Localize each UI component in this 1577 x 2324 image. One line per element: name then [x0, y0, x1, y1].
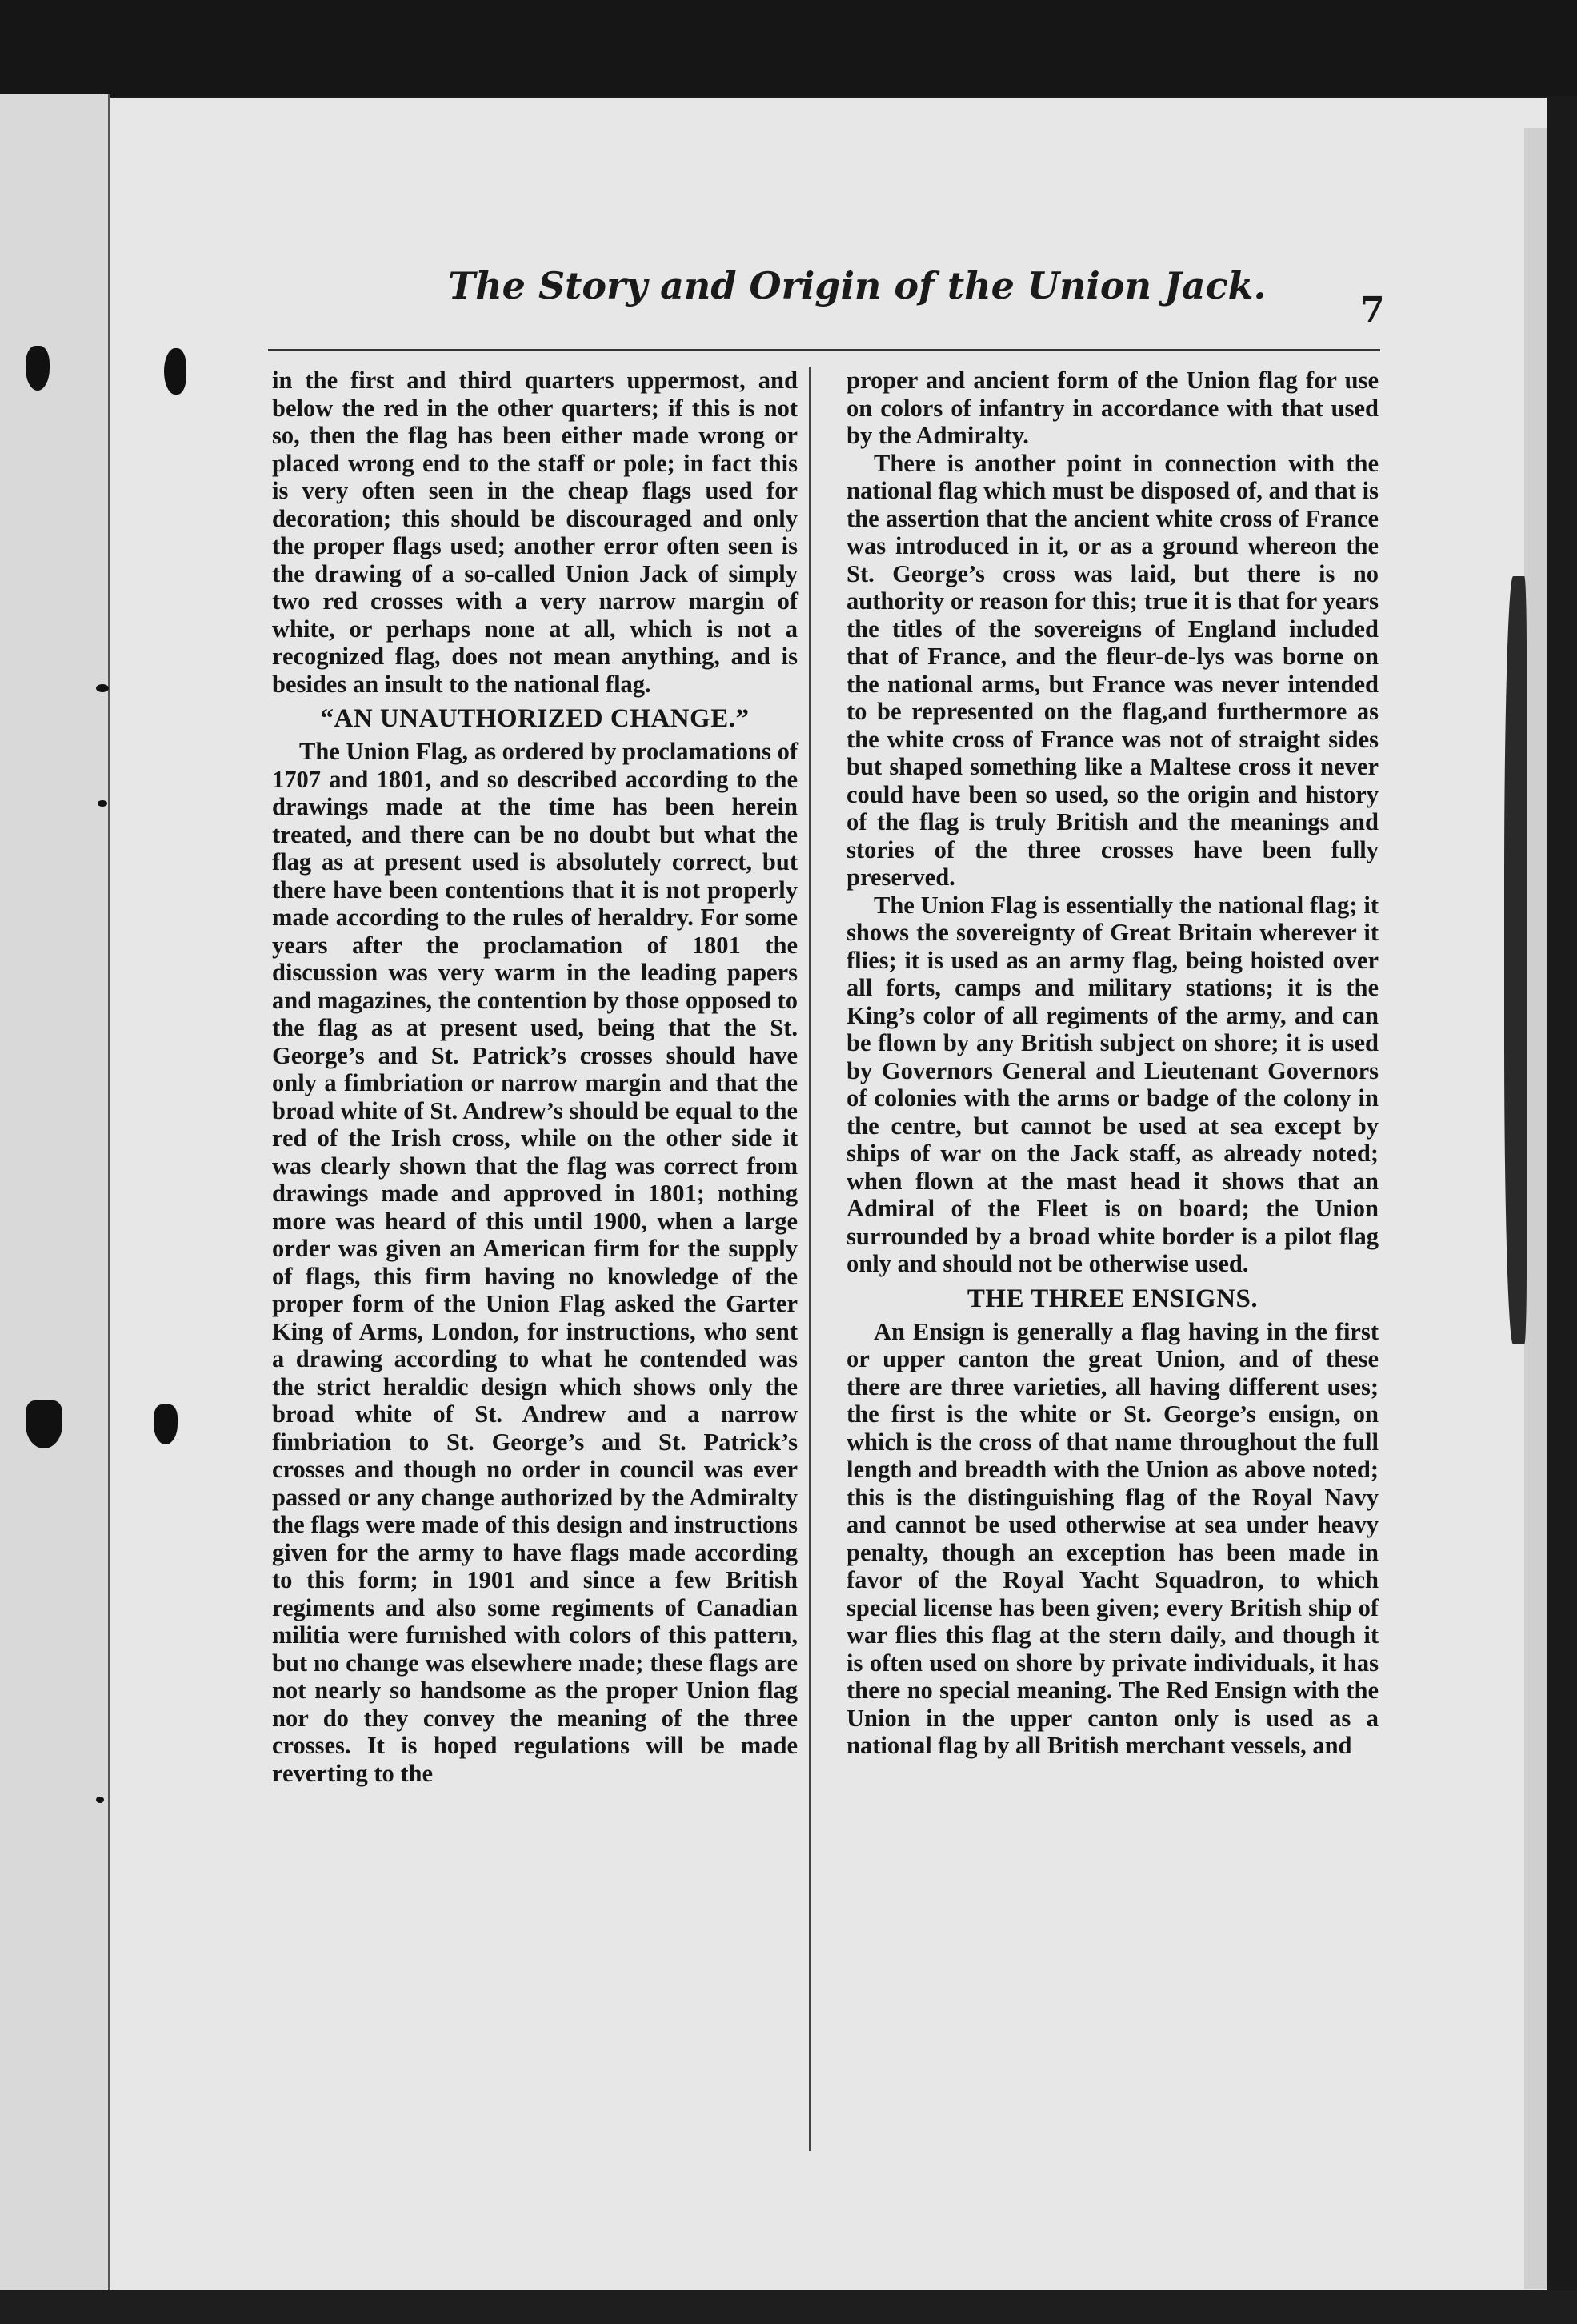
- binding-mark: [26, 346, 50, 391]
- section-heading: “AN UNAUTHORIZED CHANGE.”: [320, 704, 750, 733]
- paragraph: The Union Flag is essentially the national flag; it shows the sovereignty of Great Britain wherever it flies; it is used as an army flag, being hoisted over all forts, camps and military stations; it is the King’s color of all regiments of the army, and can be flown by any British subject on shore; it is used by Governors General and Lieutenant Governors of colonies with the arms or badge of the colony in the centre, but cannot be used at sea except by ships of war on the Jack staff, as already noted; when flown at the mast head it shows that an Admiral of the Fleet is on board; the Union surrounded by a broad white border is a pilot flag only and should not be otherwise used.: [847, 891, 1379, 1277]
- page-right-edge: [1524, 128, 1547, 2289]
- section-heading: THE THREE ENSIGNS.: [967, 1284, 1259, 1313]
- right-column: [847, 367, 1379, 1760]
- facing-page-edge: [0, 94, 110, 2291]
- running-title: The Story and Origin of the Union Jack.: [448, 264, 1267, 307]
- page-tear-shadow: [1504, 576, 1527, 1344]
- scan-top-border: [0, 0, 1577, 96]
- paragraph: The Union Flag, as ordered by proclamations of 1707 and 1801, and so described according to the drawings made at the time has been herein treated, and there can be no doubt but what the flag as at present used is absolutely correct, but there have been contentions that it is not properly made according to the rules of heraldry. For some years after the proclamation of 1801 the discussion was very warm in the leading papers and magazines, the contention by those opposed to the flag as at present used, being that the St. George’s and St. Patrick’s crosses should have only a fimbriation or narrow margin and that the broad white of St. Andrew’s should be equal to the red of the Irish cross, while on the other side it was clearly shown that the flag was correct from drawings made and approved in 1801; nothing more was heard of this until 1900, when a large order was given an American firm for the supply of flags, this firm having no knowledge of the proper form of the Union Flag asked the Garter King of Arms, London, for instructions, who sent a drawing according to what he contended was the strict heraldic design which shows only the broad white of St. Andrew and a narrow fimbriation to St. George’s and St. Patrick’s crosses and though no order in council was ever passed or any change authorized by the Admiralty the flags were made of this design and instructions given for the army to have flags made according to this form; in 1901 and since a few British regiments and also some regiments of Canadian militia were furnished with colors of this pattern, but no change was elsewhere made; these flags are not nearly so handsome as the proper Union flag nor do they convey the meaning of the three crosses. It is hoped regulations will be made reverting to the: [272, 738, 798, 1787]
- margin-dot: [96, 684, 109, 692]
- margin-dot: [98, 800, 107, 807]
- binding-mark: [26, 1400, 62, 1448]
- paragraph: proper and ancient form of the Union flag for use on colors of infantry in accordance with that used by the Admiralty.: [847, 367, 1379, 449]
- paragraph: An Ensign is generally a flag having in the first or upper canton the great Union, and of these there are three varieties, all having different uses; the first is the white or St. George’s ensign, on which is the cross of that name throughout the full length and breadth with the Union as above noted; this is the distinguishing flag of the Royal Navy and cannot be used otherwise at sea under heavy penalty, though an exception has been made in favor of the Royal Yacht Squadron, to which special license has been given; every British ship of war flies this flag at the stern daily, and though it is often used on shore by private individuals, it has there no special meaning. The Red Ensign with the Union in the upper canton only is used as a national flag by all British merchant vessels, and: [847, 1317, 1379, 1759]
- column-divider: [809, 367, 811, 2151]
- paragraph: in the first and third quarters uppermost, and below the red in the other quarters; if this is not so, then the flag has been either made wrong or placed wrong end to the staff or pole; in fact this is very often seen in the cheap flags used for decoration; this should be discouraged and only the proper flags used; another error often seen is the drawing of a so-called Union Jack of simply two red crosses with a very narrow margin of white, or perhaps none at all, which is not a recognized flag, does not mean anything, and is besides an insult to the national flag.: [272, 367, 798, 698]
- header-rule: [268, 349, 1380, 351]
- scan-bottom-border: [0, 2290, 1577, 2324]
- margin-dot: [96, 1797, 104, 1803]
- left-column: [272, 367, 798, 1787]
- binding-mark: [154, 1404, 178, 1444]
- paragraph: There is another point in connection with the national flag which must be disposed of, and that is the assertion that the ancient white cross of France was introduced in it, or as a ground whereon the St. George’s cross was laid, but there is no authority or reason for this; true it is that for years the titles of the sovereigns of England included that of France, and the fleur-de-lys was borne on the national arms, but France was never intended to be represented on the flag,and furthermore as the white cross of France was not of straight sides but shaped something like a Maltese cross it never could have been so used, so the origin and history of the flag is truly British and the meanings and stories of the three crosses have been fully preserved.: [847, 449, 1379, 891]
- page-number: 7: [1360, 290, 1385, 331]
- binding-mark: [164, 348, 186, 395]
